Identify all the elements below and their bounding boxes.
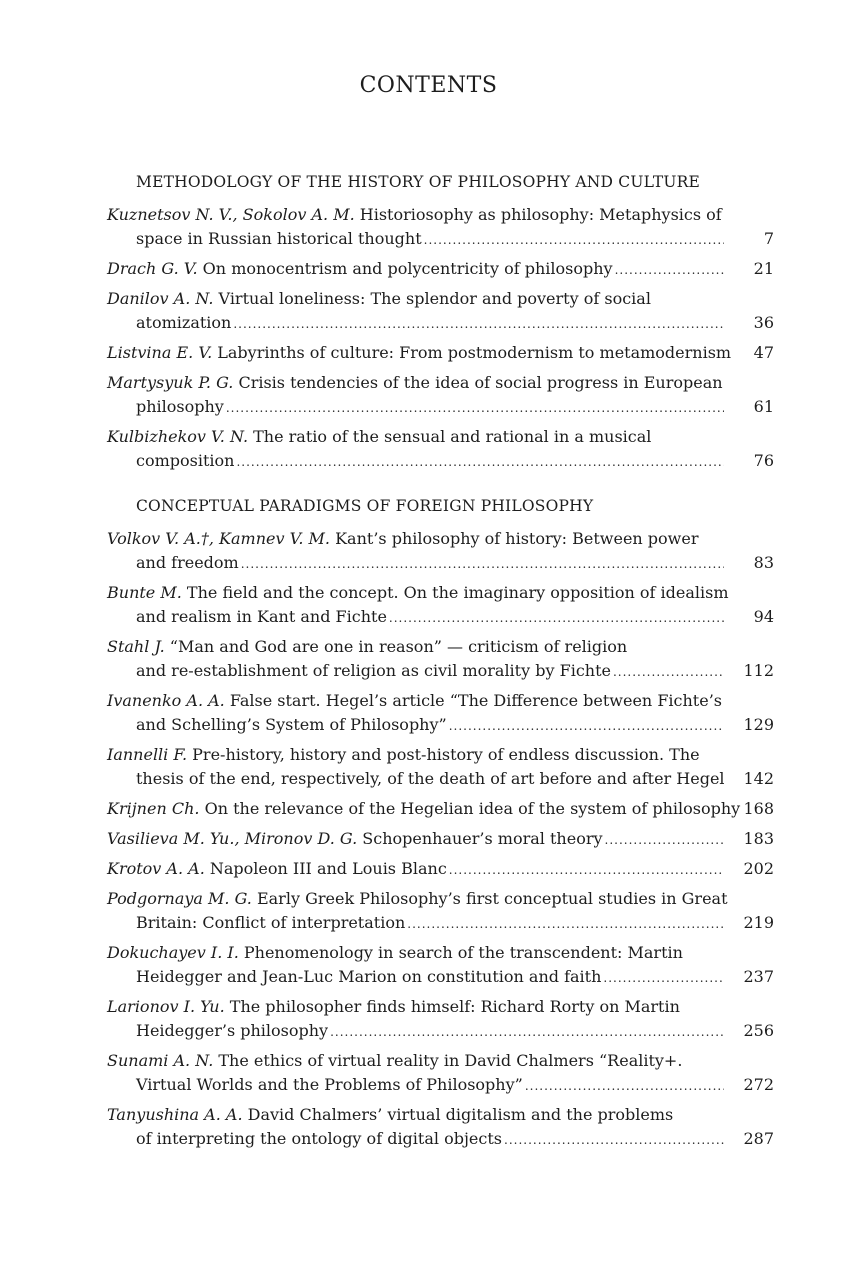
entry-title-start: The field and the concept. On the imaginary opposition of idealism [181, 583, 729, 602]
entry-last-line [107, 395, 774, 420]
entry-title-end: and freedom [136, 553, 239, 572]
entry-last-line [107, 1127, 774, 1152]
dot-leader [615, 258, 724, 282]
entry-title: Napoleon III and Louis Blanc [204, 859, 447, 878]
entry-last-line [107, 857, 774, 882]
page-number: 7 [763, 229, 774, 248]
entry-title-end: atomization [136, 313, 232, 332]
dot-leader [605, 828, 724, 852]
entry-last-line [107, 341, 774, 366]
entry-title-start: Historiosophy as philosophy: Metaphysics of [354, 205, 722, 224]
page-number: 21 [753, 259, 774, 278]
entry-title-end: philosophy [136, 397, 224, 416]
page-number: 112 [743, 661, 774, 680]
toc-entry [107, 743, 774, 792]
entry-title-start: Phenomenology in search of the transcendent: Martin [238, 943, 683, 962]
toc-entry [107, 1049, 774, 1098]
entry-title: On monocentrism and polycentricity of philosophy [197, 259, 613, 278]
entry-last-line [107, 965, 774, 990]
entry-last-line [107, 659, 774, 684]
entry-last-line [107, 1073, 774, 1098]
entry-author: Iannelli F. [107, 745, 188, 764]
page-number: 219 [743, 913, 774, 932]
entry-title-start: The philosopher finds himself: Richard Rorty on Martin [224, 997, 680, 1016]
page-title: CONTENTS [359, 73, 498, 98]
entry-head-line [107, 941, 774, 965]
dot-leader [424, 228, 724, 252]
page-number: 202 [743, 859, 774, 878]
dot-leader [233, 312, 724, 336]
toc-entry [107, 287, 774, 336]
entry-author: Larionov I. Yu. [107, 997, 225, 1016]
entry-author: Tanyushina A. A. [107, 1105, 243, 1124]
page-number: 61 [753, 397, 774, 416]
entry-title-end: thesis of the end, respectively, of the death of art before and after Hegel [136, 769, 725, 788]
entry-title-start: David Chalmers’ virtual digitalism and the problems [242, 1105, 674, 1124]
page-number: 168 [743, 799, 774, 818]
entry-last-line [107, 911, 774, 936]
dot-leader [449, 858, 724, 882]
entry-title-start: The ethics of virtual reality in David Chalmers “Reality+. [213, 1051, 683, 1070]
entry-title-end: and re-establishment of religion as civil morality by Fichte [136, 661, 611, 680]
toc-entry [107, 887, 774, 936]
entry-author: Volkov V. A.†, Kamnev V. M. [107, 529, 330, 548]
entry-author: Listvina E. V. [107, 343, 213, 362]
entry-last-line [107, 767, 774, 792]
entry-head-line [107, 371, 774, 395]
entry-author: Kuznetsov N. V., Sokolov A. M. [107, 205, 355, 224]
page-number: 47 [753, 343, 774, 362]
entry-title-end: Heidegger and Jean-Luc Marion on constitution and faith [136, 967, 602, 986]
entry-last-line [107, 449, 774, 474]
entry-title-end: Virtual Worlds and the Problems of Philosophy” [136, 1075, 523, 1094]
entry-title-start: Pre-history, history and post-history of endless discussion. The [187, 745, 700, 764]
entry-title-start: Crisis tendencies of the idea of social progress in European [233, 373, 723, 392]
entry-author: Ivanenko A. A. [107, 691, 225, 710]
page-number: 129 [743, 715, 774, 734]
entry-title: Labyrinths of culture: From postmodernism to metamodernism [212, 343, 732, 362]
entry-head-line [107, 287, 774, 311]
entry-title-start: The ratio of the sensual and rational in a musical [248, 427, 652, 446]
entry-head-line [107, 887, 774, 911]
toc-entry [107, 257, 774, 282]
section-heading: CONCEPTUAL PARADIGMS OF FOREIGN PHILOSOPHY [136, 497, 594, 515]
entry-head-line [107, 995, 774, 1019]
toc-entry [107, 371, 774, 420]
toc-entry [107, 1103, 774, 1152]
entry-author: Dokuchayev I. I. [107, 943, 239, 962]
entry-head-line [107, 203, 774, 227]
dot-leader [389, 606, 724, 630]
entry-author: Kulbizhekov V. N. [107, 427, 249, 446]
toc-entry [107, 995, 774, 1044]
entry-last-line [107, 827, 774, 852]
toc-entry [107, 527, 774, 576]
entry-title-start: Kant’s philosophy of history: Between power [330, 529, 699, 548]
entry-title-start: Early Greek Philosophy’s first conceptual studies in Great [251, 889, 728, 908]
entry-head-line [107, 581, 774, 605]
entry-author: Martysyuk P. G. [107, 373, 234, 392]
entry-author: Krotov A. A. [107, 859, 205, 878]
entry-last-line [107, 605, 774, 630]
toc-entry [107, 581, 774, 630]
dot-leader [603, 966, 724, 990]
entry-title-start: “Man and God are one in reason” — criticism of religion [164, 637, 628, 656]
page-number: 287 [743, 1129, 774, 1148]
section-heading: METHODOLOGY OF THE HISTORY OF PHILOSOPHY AND CULTURE [136, 173, 701, 191]
page-number: 237 [743, 967, 774, 986]
toc-entry [107, 425, 774, 474]
page-number: 76 [753, 451, 774, 470]
page-number: 142 [743, 769, 774, 788]
toc-section [107, 170, 774, 474]
toc-entry [107, 797, 774, 822]
entry-head-line [107, 743, 774, 767]
entry-author: Krijnen Ch. [107, 799, 200, 818]
entry-title-end: and Schelling’s System of Philosophy” [136, 715, 447, 734]
entry-last-line [107, 713, 774, 738]
toc-entry [107, 827, 774, 852]
entry-author: Stahl J. [107, 637, 165, 656]
toc-section [107, 494, 774, 1152]
entry-title-end: Heidegger’s philosophy [136, 1021, 329, 1040]
page-number: 83 [753, 553, 774, 572]
dot-leader [525, 1074, 724, 1098]
entry-author: Drach G. V. [107, 259, 198, 278]
dot-leader [236, 450, 724, 474]
entry-author: Vasilieva M. Yu., Mironov D. G. [107, 829, 358, 848]
page-number: 36 [753, 313, 774, 332]
entry-head-line [107, 1103, 774, 1127]
dot-leader [504, 1128, 724, 1152]
entry-last-line [107, 311, 774, 336]
entry-last-line [107, 1019, 774, 1044]
entry-title-end: composition [136, 451, 235, 470]
entry-author: Danilov A. N. [107, 289, 214, 308]
entry-title: On the relevance of the Hegelian idea of the system of philosophy [199, 799, 741, 818]
entry-head-line [107, 527, 774, 551]
entry-title-end: of interpreting the ontology of digital objects [136, 1129, 502, 1148]
toc-sections [107, 170, 774, 1172]
dot-leader [449, 714, 724, 738]
entry-head-line [107, 635, 774, 659]
entry-title-end: space in Russian historical thought [136, 229, 422, 248]
page-number: 183 [743, 829, 774, 848]
entry-author: Bunte M. [107, 583, 182, 602]
toc-entry [107, 203, 774, 252]
entry-author: Podgornaya M. G. [107, 889, 252, 908]
entry-last-line [107, 227, 774, 252]
toc-entry [107, 341, 774, 366]
toc-entry [107, 689, 774, 738]
toc-entry [107, 635, 774, 684]
entry-last-line [107, 257, 774, 282]
entry-title: Schopenhauer’s moral theory [357, 829, 603, 848]
entry-head-line [107, 425, 774, 449]
dot-leader [226, 396, 724, 420]
page-number: 272 [743, 1075, 774, 1094]
entry-title-start: False start. Hegel’s article “The Difference between Fichte’s [224, 691, 722, 710]
entry-last-line [107, 797, 774, 822]
dot-leader [241, 552, 724, 576]
toc-entry [107, 941, 774, 990]
entry-title-start: Virtual loneliness: The splendor and poverty of social [213, 289, 651, 308]
entry-head-line [107, 1049, 774, 1073]
entry-head-line [107, 689, 774, 713]
dot-leader [407, 912, 724, 936]
entry-last-line [107, 551, 774, 576]
toc-entry [107, 857, 774, 882]
page-number: 256 [743, 1021, 774, 1040]
dot-leader [330, 1020, 724, 1044]
dot-leader [613, 660, 724, 684]
entry-title-end: and realism in Kant and Fichte [136, 607, 387, 626]
page-number: 94 [753, 607, 774, 626]
entry-author: Sunami A. N. [107, 1051, 214, 1070]
entry-title-end: Britain: Conflict of interpretation [136, 913, 406, 932]
